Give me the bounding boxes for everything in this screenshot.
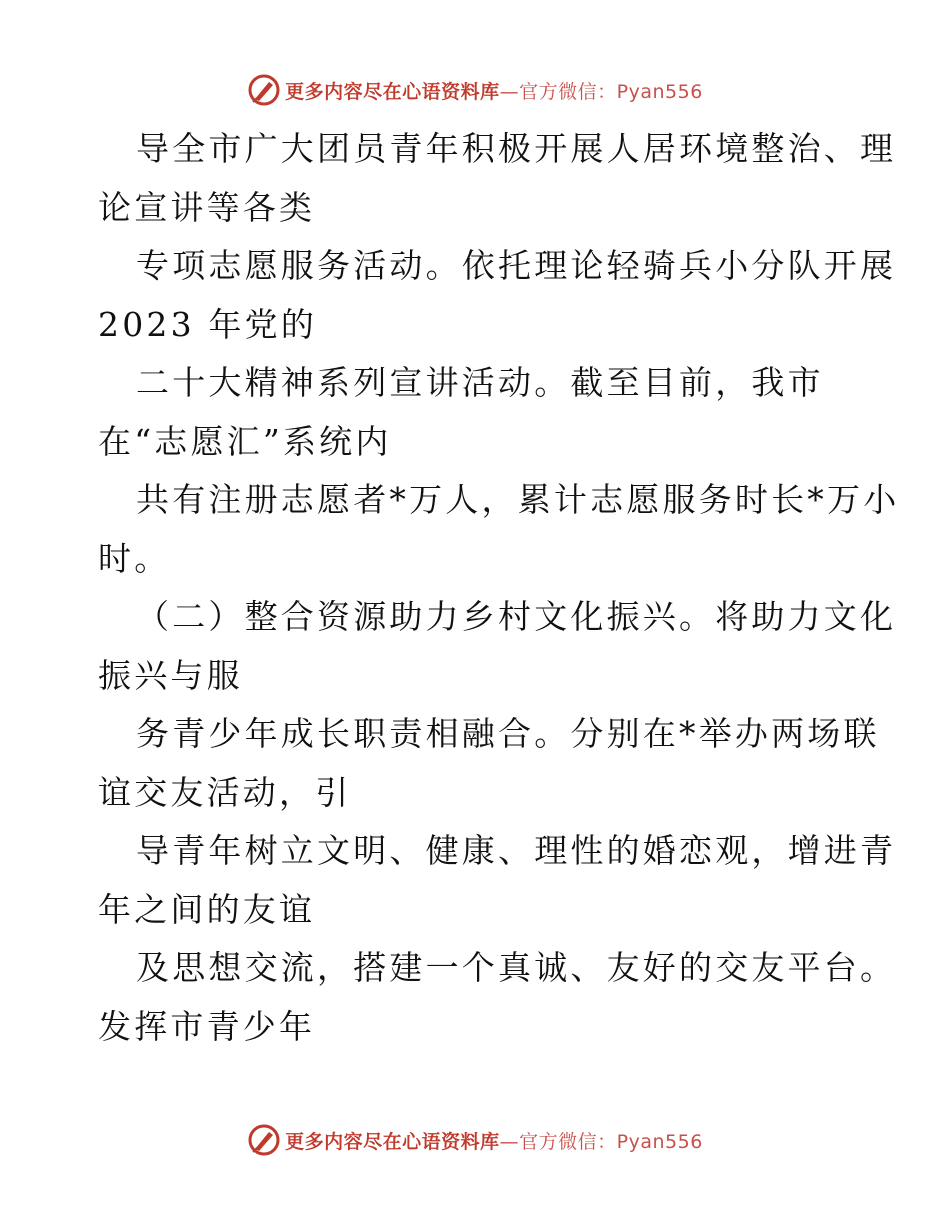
document-body bbox=[98, 120, 900, 1056]
quill-logo-icon bbox=[247, 1123, 281, 1157]
text-line: 年之间的友谊 bbox=[98, 889, 316, 929]
text-line: 专项志愿服务活动。依托理论轻骑兵小分队开展 bbox=[136, 246, 897, 285]
text-line: （二）整合资源助力乡村文化振兴。将助力文化 bbox=[136, 597, 897, 636]
footer-dash: — bbox=[499, 1130, 520, 1153]
text-line: 导全市广大团员青年积极开展人居环境整治、理 bbox=[136, 129, 897, 168]
text-line: 振兴与服 bbox=[98, 655, 243, 695]
footer-watermark bbox=[0, 1120, 950, 1160]
footer-suffix: 官方微信：Pyan556 bbox=[519, 1130, 703, 1153]
header-brand: 更多内容尽在心语资料库 bbox=[285, 80, 500, 103]
text-line: 务青少年成长职责相融合。分别在*举办两场联 bbox=[136, 714, 880, 753]
text-line: 及思想交流，搭建一个真诚、友好的交友平台。 bbox=[136, 948, 897, 987]
text-line: 共有注册志愿者*万人，累计志愿服务时长*万小 bbox=[136, 480, 900, 519]
header-watermark bbox=[0, 70, 950, 110]
text-line: 论宣讲等各类 bbox=[98, 187, 316, 227]
text-line: 谊交友活动，引 bbox=[98, 772, 352, 812]
text-line: 在“志愿汇”系统内 bbox=[98, 421, 392, 461]
header-text bbox=[285, 77, 703, 104]
text-line: 导青年树立文明、健康、理性的婚恋观，增进青 bbox=[136, 831, 897, 870]
text-line: 二十大精神系列宣讲活动。截至目前，我市 bbox=[136, 363, 824, 402]
text-line: 时。 bbox=[98, 538, 171, 578]
header-suffix: 官方微信：Pyan556 bbox=[519, 80, 703, 103]
text-line: 2023 年党的 bbox=[98, 304, 318, 344]
header-dash: — bbox=[499, 80, 520, 103]
quill-logo-icon bbox=[247, 73, 281, 107]
footer-brand: 更多内容尽在心语资料库 bbox=[285, 1130, 500, 1153]
footer-text bbox=[285, 1127, 703, 1154]
text-line: 发挥市青少年 bbox=[98, 1006, 316, 1046]
